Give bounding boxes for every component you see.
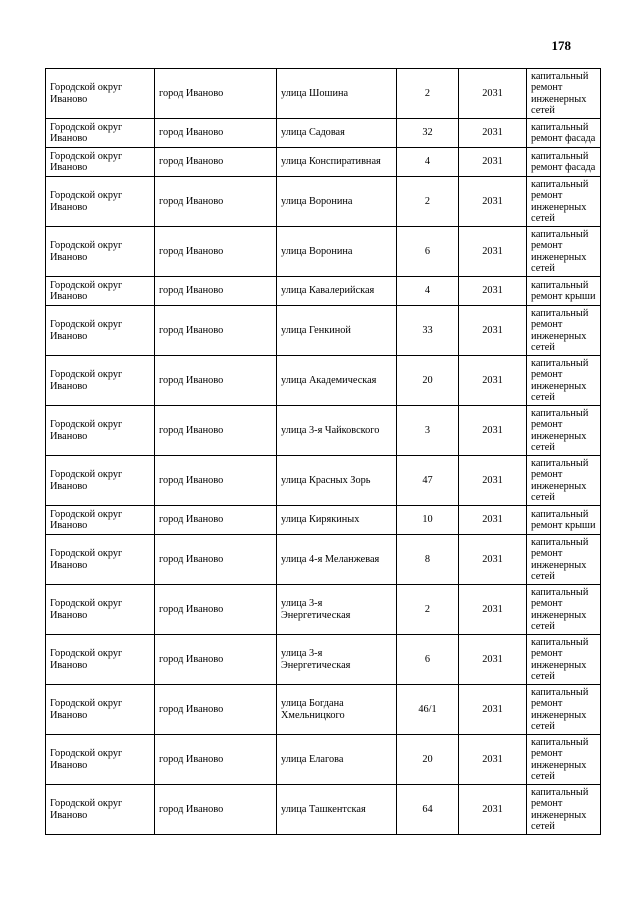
city-cell: город Иваново (155, 306, 277, 356)
district-cell: Городской округ Иваново (46, 177, 155, 227)
year-cell: 2031 (459, 277, 527, 306)
city-cell: город Иваново (155, 69, 277, 119)
table-row (46, 506, 601, 535)
house-number-cell: 47 (397, 456, 459, 506)
street-cell: улица Воронина (277, 177, 397, 227)
year-cell: 2031 (459, 356, 527, 406)
work-type-cell: капитальный ремонт инженерных сетей (527, 635, 601, 685)
city-cell: город Иваново (155, 785, 277, 835)
district-cell: Городской округ Иваново (46, 685, 155, 735)
work-type-cell: капитальный ремонт инженерных сетей (527, 585, 601, 635)
city-cell: город Иваново (155, 406, 277, 456)
year-cell: 2031 (459, 456, 527, 506)
work-type-cell: капитальный ремонт инженерных сетей (527, 735, 601, 785)
work-type-cell: капитальный ремонт инженерных сетей (527, 69, 601, 119)
table-row (46, 535, 601, 585)
work-type-cell: капитальный ремонт фасада (527, 119, 601, 148)
year-cell: 2031 (459, 735, 527, 785)
house-number-cell: 4 (397, 148, 459, 177)
house-number-cell: 64 (397, 785, 459, 835)
street-cell: улица Красных Зорь (277, 456, 397, 506)
work-type-cell: капитальный ремонт крыши (527, 277, 601, 306)
city-cell: город Иваново (155, 506, 277, 535)
city-cell: город Иваново (155, 277, 277, 306)
house-number-cell: 4 (397, 277, 459, 306)
district-cell: Городской округ Иваново (46, 585, 155, 635)
district-cell: Городской округ Иваново (46, 406, 155, 456)
work-type-cell: капитальный ремонт инженерных сетей (527, 456, 601, 506)
work-type-cell: капитальный ремонт инженерных сетей (527, 785, 601, 835)
house-number-cell: 20 (397, 735, 459, 785)
house-number-cell: 3 (397, 406, 459, 456)
house-number-cell: 10 (397, 506, 459, 535)
table-row (46, 227, 601, 277)
page-number: 178 (551, 38, 571, 53)
district-cell: Городской округ Иваново (46, 785, 155, 835)
table-row (46, 735, 601, 785)
district-cell: Городской округ Иваново (46, 735, 155, 785)
street-cell: улица Богдана Хмельницкого (277, 685, 397, 735)
work-type-cell: капитальный ремонт инженерных сетей (527, 356, 601, 406)
year-cell: 2031 (459, 506, 527, 535)
district-cell: Городской округ Иваново (46, 227, 155, 277)
work-type-cell: капитальный ремонт инженерных сетей (527, 306, 601, 356)
district-cell: Городской округ Иваново (46, 148, 155, 177)
district-cell: Городской округ Иваново (46, 277, 155, 306)
house-number-cell: 2 (397, 585, 459, 635)
district-cell: Городской округ Иваново (46, 506, 155, 535)
city-cell: город Иваново (155, 535, 277, 585)
street-cell: улица Садовая (277, 119, 397, 148)
street-cell: улица Кавалерийская (277, 277, 397, 306)
district-cell: Городской округ Иваново (46, 306, 155, 356)
table-row (46, 306, 601, 356)
year-cell: 2031 (459, 69, 527, 119)
year-cell: 2031 (459, 148, 527, 177)
city-cell: город Иваново (155, 356, 277, 406)
district-cell: Городской округ Иваново (46, 119, 155, 148)
house-number-cell: 33 (397, 306, 459, 356)
street-cell: улица Академическая (277, 356, 397, 406)
city-cell: город Иваново (155, 685, 277, 735)
table-row (46, 635, 601, 685)
city-cell: город Иваново (155, 177, 277, 227)
street-cell: улица Елагова (277, 735, 397, 785)
year-cell: 2031 (459, 635, 527, 685)
work-type-cell: капитальный ремонт инженерных сетей (527, 535, 601, 585)
table-row (46, 585, 601, 635)
house-number-cell: 32 (397, 119, 459, 148)
district-cell: Городской округ Иваново (46, 356, 155, 406)
district-cell: Городской округ Иваново (46, 456, 155, 506)
district-cell: Городской округ Иваново (46, 535, 155, 585)
year-cell: 2031 (459, 119, 527, 148)
city-cell: город Иваново (155, 635, 277, 685)
city-cell: город Иваново (155, 148, 277, 177)
table-row (46, 148, 601, 177)
table-row (46, 406, 601, 456)
street-cell: улица 4-я Меланжевая (277, 535, 397, 585)
work-type-cell: капитальный ремонт инженерных сетей (527, 685, 601, 735)
table-row (46, 356, 601, 406)
city-cell: город Иваново (155, 119, 277, 148)
district-cell: Городской округ Иваново (46, 69, 155, 119)
work-type-cell: капитальный ремонт инженерных сетей (527, 406, 601, 456)
repair-schedule-table (45, 68, 601, 835)
city-cell: город Иваново (155, 735, 277, 785)
year-cell: 2031 (459, 406, 527, 456)
street-cell: улица 3-я Энергетическая (277, 635, 397, 685)
work-type-cell: капитальный ремонт инженерных сетей (527, 227, 601, 277)
work-type-cell: капитальный ремонт фасада (527, 148, 601, 177)
table-row (46, 785, 601, 835)
year-cell: 2031 (459, 306, 527, 356)
street-cell: улица Шошина (277, 69, 397, 119)
house-number-cell: 8 (397, 535, 459, 585)
year-cell: 2031 (459, 585, 527, 635)
table-row (46, 177, 601, 227)
city-cell: город Иваново (155, 585, 277, 635)
street-cell: улица Кирякиных (277, 506, 397, 535)
city-cell: город Иваново (155, 227, 277, 277)
house-number-cell: 2 (397, 69, 459, 119)
year-cell: 2031 (459, 177, 527, 227)
house-number-cell: 2 (397, 177, 459, 227)
street-cell: улица Ташкентская (277, 785, 397, 835)
table-row (46, 119, 601, 148)
street-cell: улица Генкиной (277, 306, 397, 356)
year-cell: 2031 (459, 227, 527, 277)
table-row (46, 456, 601, 506)
house-number-cell: 6 (397, 227, 459, 277)
house-number-cell: 6 (397, 635, 459, 685)
street-cell: улица Воронина (277, 227, 397, 277)
year-cell: 2031 (459, 685, 527, 735)
house-number-cell: 46/1 (397, 685, 459, 735)
house-number-cell: 20 (397, 356, 459, 406)
district-cell: Городской округ Иваново (46, 635, 155, 685)
table-row (46, 277, 601, 306)
city-cell: город Иваново (155, 456, 277, 506)
street-cell: улица 3-я Чайковского (277, 406, 397, 456)
street-cell: улица Конспиративная (277, 148, 397, 177)
table-row (46, 685, 601, 735)
work-type-cell: капитальный ремонт инженерных сетей (527, 177, 601, 227)
year-cell: 2031 (459, 535, 527, 585)
work-type-cell: капитальный ремонт крыши (527, 506, 601, 535)
table-row (46, 69, 601, 119)
street-cell: улица 3-я Энергетическая (277, 585, 397, 635)
year-cell: 2031 (459, 785, 527, 835)
